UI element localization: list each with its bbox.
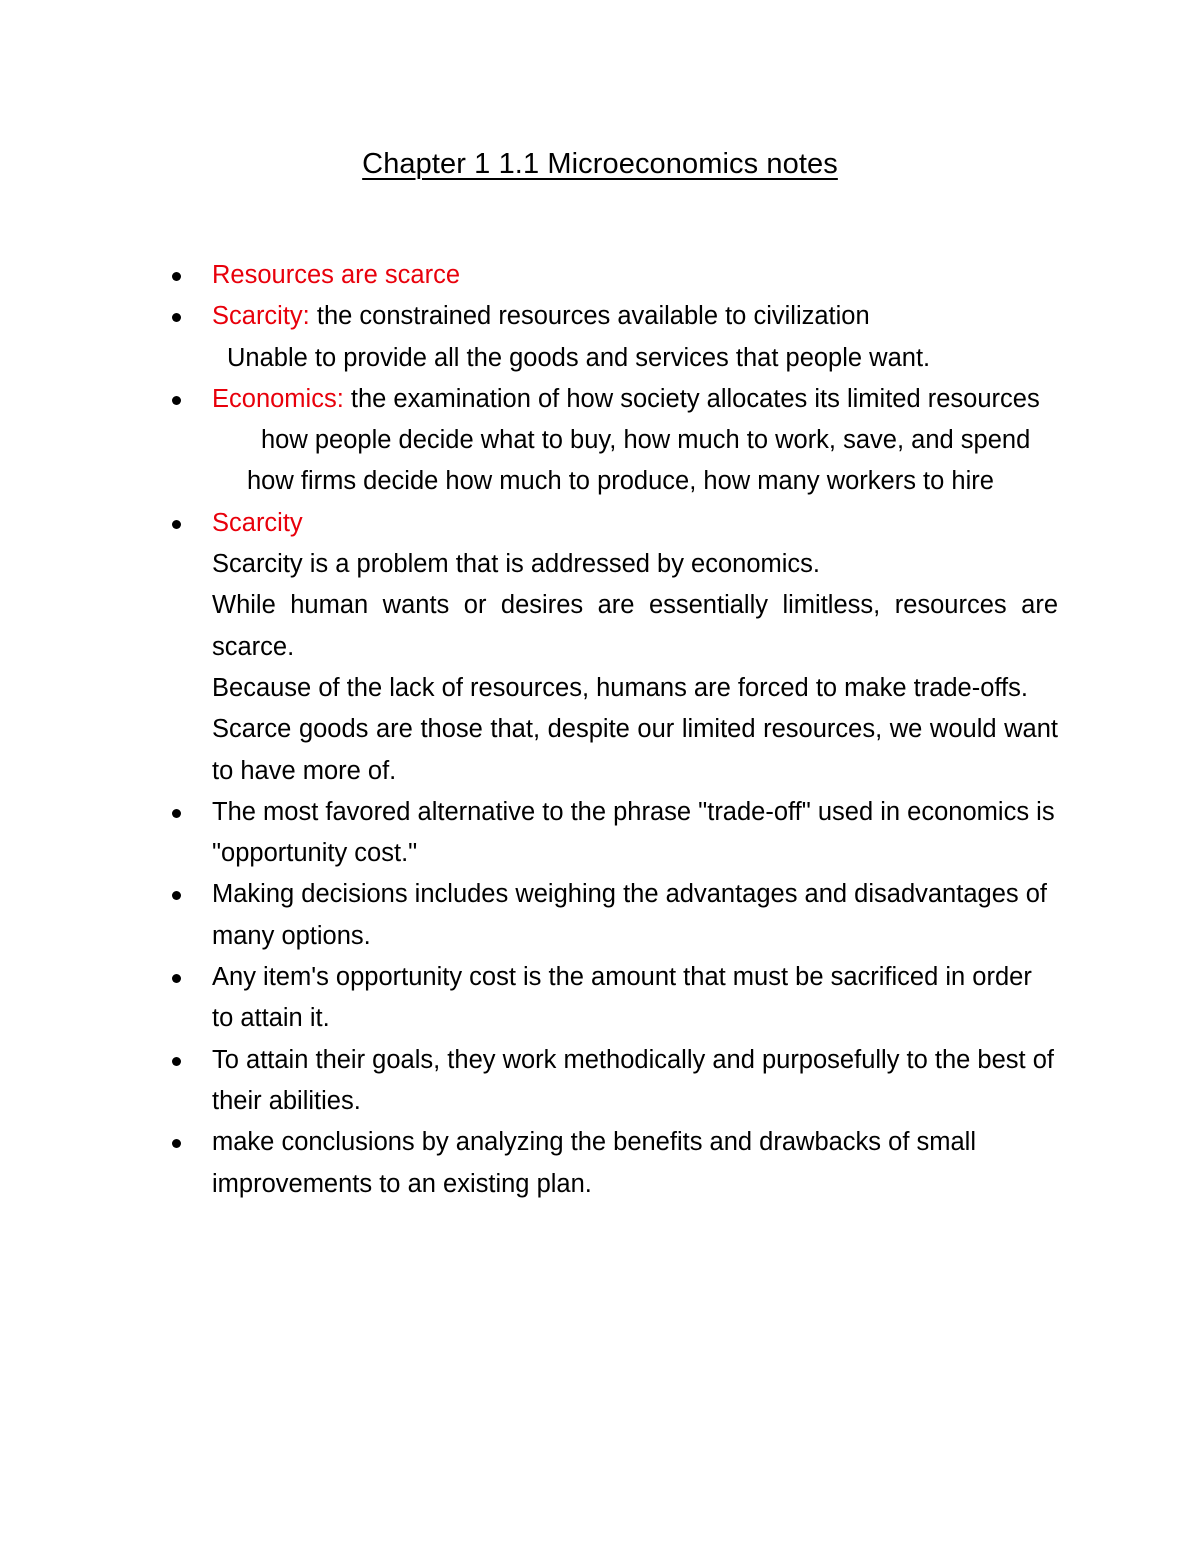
- bullet-icon: [172, 974, 181, 983]
- list-item: [164, 379, 1058, 503]
- bullet-text: the constrained resources available to civilization: [309, 302, 870, 331]
- page-title: Chapter 1 1.1 Microeconomics notes: [362, 148, 838, 180]
- bullet-icon: [172, 272, 181, 281]
- bullet-icon: [172, 1057, 181, 1066]
- bullet-text: make conclusions by analyzing the benefits and drawbacks of small improvements to an existing plan.: [212, 1128, 976, 1198]
- bullet-icon: [172, 1139, 181, 1148]
- bullet-text: Making decisions includes weighing the advantages and disadvantages of many options.: [212, 880, 1047, 950]
- paragraph: Scarce goods are those that, despite our limited resources, we would want to have more of.: [212, 715, 1058, 785]
- sub-line: how people decide what to buy, how much to work, save, and spend: [261, 426, 1031, 455]
- bullet-list: [164, 255, 1064, 1205]
- bullet-icon: [172, 396, 181, 405]
- list-item: [164, 1122, 1058, 1205]
- bullet-text: The most favored alternative to the phrase "trade-off" used in economics is "opportunity cost.": [212, 797, 1055, 868]
- bullet-text: the examination of how society allocates its limited resources: [343, 384, 1040, 413]
- bullet-label: Resources are scarce: [212, 261, 461, 289]
- paragraph: While human wants or desires are essentially limitless, resources are scarce.: [212, 591, 1058, 661]
- list-item: [164, 255, 1058, 296]
- paragraph: Scarcity is a problem that is addressed by economics.: [212, 550, 821, 579]
- list-item: [164, 792, 1058, 875]
- list-item: [164, 503, 1058, 792]
- list-item: [164, 874, 1058, 957]
- list-item: [164, 296, 1058, 379]
- bullet-icon: [172, 891, 181, 900]
- bullet-label: Scarcity: [212, 508, 303, 537]
- sub-line: how firms decide how much to produce, how many workers to hire: [247, 467, 994, 496]
- bullet-icon: [172, 809, 181, 818]
- bullet-text: Any item's opportunity cost is the amount that must be sacrificed in order to attain it.: [212, 963, 1032, 1033]
- sub-line: Unable to provide all the goods and services that people want.: [227, 343, 931, 372]
- bullet-label: Scarcity:: [212, 302, 310, 331]
- bullet-icon: [172, 520, 181, 529]
- bullet-icon: [172, 313, 181, 322]
- paragraph: Because of the lack of resources, humans are forced to make trade-offs.: [212, 673, 1028, 702]
- list-item: [164, 957, 1058, 1040]
- bullet-label: Economics:: [212, 384, 344, 413]
- bullet-text: To attain their goals, they work methodically and purposefully to the best of their abilities.: [212, 1045, 1054, 1115]
- list-item: [164, 1040, 1058, 1123]
